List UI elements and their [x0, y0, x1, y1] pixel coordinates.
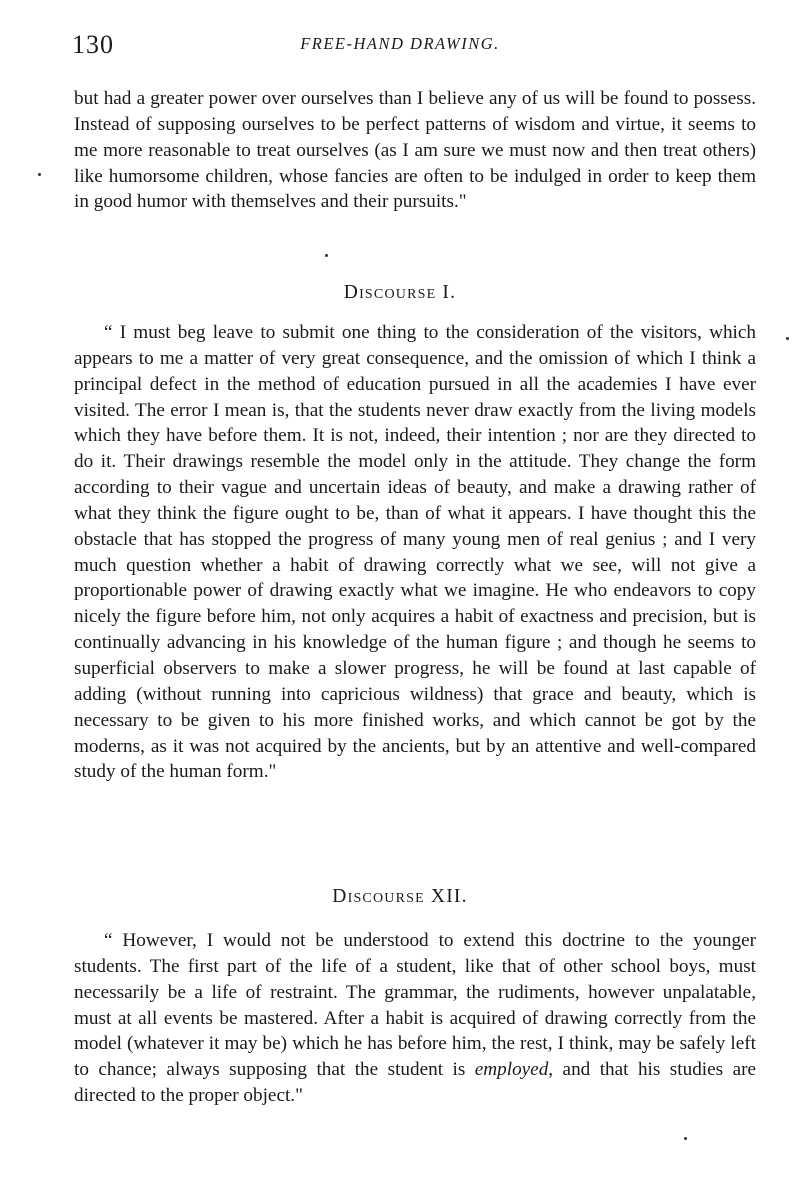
- margin-speck: [786, 337, 789, 340]
- intro-paragraph: but had a greater power over ourselves than I believe any of us will be found to possess. Instead of supposing ourselves to be perfect patterns of wisdom and virtue, it seems to me more reasonable to treat ourselves (as I am sure we must now and then treat others) like humorsome children, whose fancies are often to be indulged in order to keep them in good humor with themselves and their pursuits.": [74, 88, 756, 213]
- discourse-12-section: [74, 928, 756, 1109]
- discourse-12-text-b: , and that his studies are directed to the proper object.": [74, 1059, 756, 1107]
- running-head: FREE-HAND DRAWING.: [300, 34, 500, 53]
- discourse-1-section: [74, 320, 756, 785]
- discourse-12-heading: Discourse XII.: [332, 886, 468, 907]
- margin-speck: [325, 254, 328, 257]
- page-number: 130: [72, 30, 114, 59]
- discourse-1-heading: Discourse I.: [343, 282, 457, 303]
- margin-speck: [38, 173, 41, 176]
- discourse-12-paragraph: [74, 928, 756, 1109]
- intro-section: [74, 86, 756, 215]
- discourse-12-text-a: “ However, I would not be understood to extend this doctrine to the younger students. The first part of the life of a student, like that of other school boys, must necessarily be a life of restraint. The grammar, the rudiments, however unpalatable, must at all events be mastered. After a habit is acquired of drawing correctly from the model (whatever it may be) which he has before him, the rest, I think, may be safely left to chance; always supposing that the student is: [74, 930, 756, 1081]
- discourse-1-paragraph: “ I must beg leave to submit one thing to the consideration of the visitors, which appears to me a matter of very great consequence, and the omission of which I think a principal defect in the method of education pursued in all the academies I have ever visited. The error I mean is, that the students never draw exactly from the living models which they have before them. It is not, indeed, their intention ; nor are they directed to do it. Their drawings resemble the model only in the attitude. They change the form according to their vague and uncertain ideas of beauty, and make a drawing rather of what they think the figure ought to be, than of what it appears. I have thought this the obstacle that has stopped the progress of many young men of real genius ; and I very much question whether a habit of drawing correctly what we see, will not give a proportionable power of drawing exactly what we imagine. He who endeavors to copy nicely the figure before him, not only acquires a habit of exactness and precision, but is continually advancing in his knowledge of the human figure ; and though he seems to superficial observers to make a slower progress, he will be found at last capable of adding (without running into capricious wildness) that grace and beauty, which is necessary to be given to his more finished works, and which cannot be got by the moderns, as it was not acquired by the ancients, but by an attentive and well-compared study of the human form.": [74, 322, 756, 783]
- discourse-12-emphasis: employed: [474, 1059, 549, 1081]
- margin-speck: [684, 1137, 687, 1140]
